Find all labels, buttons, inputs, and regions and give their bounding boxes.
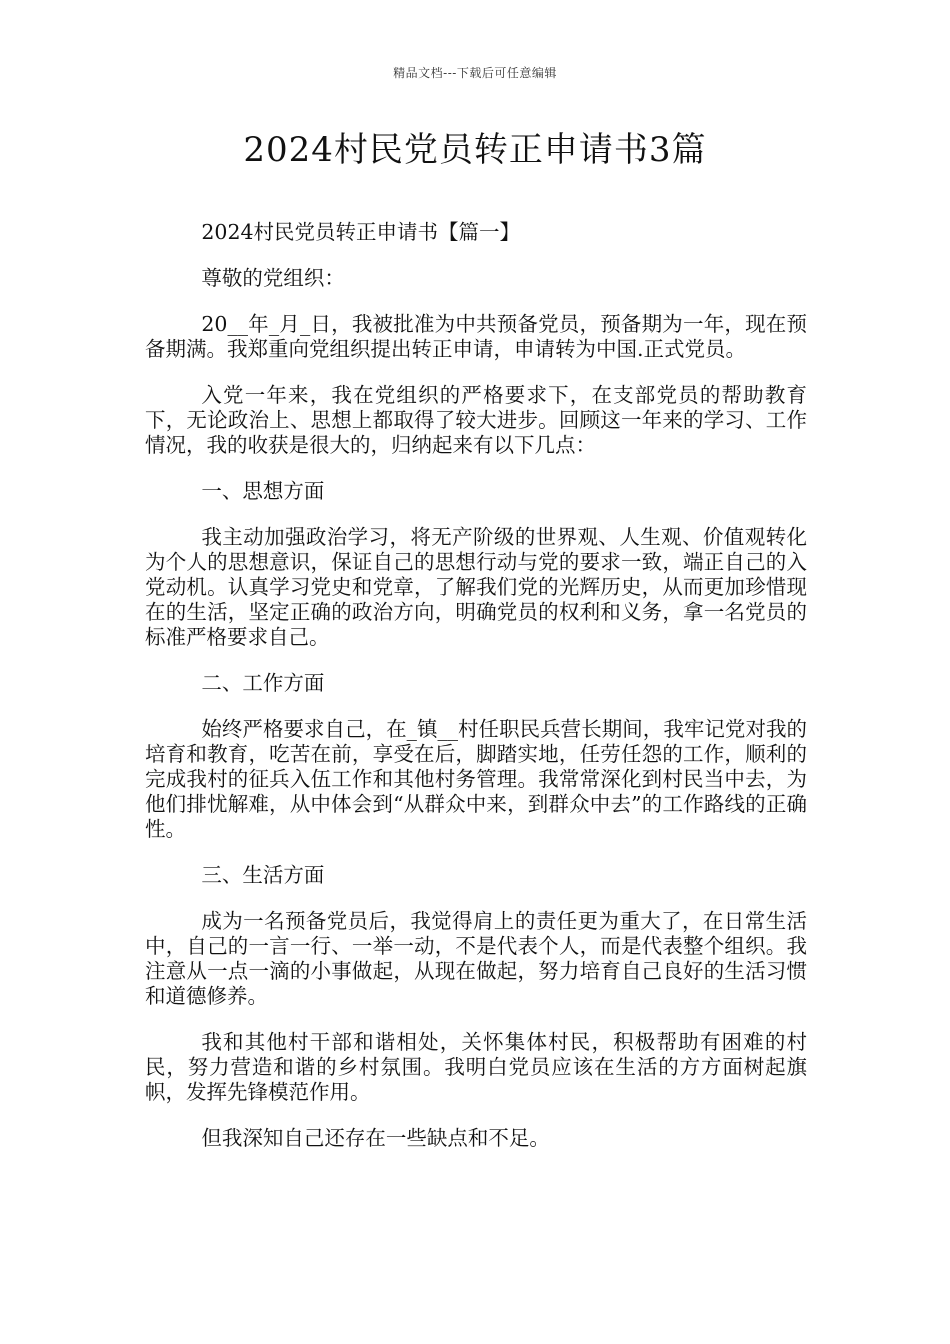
body-paragraph: 始终严格要求自己，在_镇__村任职民兵营长期间，我牢记党对我的培育和教育，吃苦在前，享受在后，脚踏实地，任劳任怨的工作，顺利的完成我村的征兵入伍工作和其他村务管理。我常常深化到村民当中去，为他们排忧解难，从中体会到“从群众中来，到群众中去”的工作路线的正确性。 [145, 717, 807, 841]
salutation: 尊敬的党组织： [201, 266, 345, 290]
document-title: 2024村民党员转正申请书3篇 [243, 130, 707, 170]
body-paragraph: 我主动加强政治学习，将无产阶级的世界观、人生观、价值观转化为个人的思想意识，保证自己的思想行动与党的要求一致，端正自己的入党动机。认真学习党史和党章，了解我们党的光辉历史，从而更加珍惜现在的生活，坚定正确的政治方向，明确党员的权利和义务，拿一名党员的标准严格要求自己。 [145, 525, 807, 649]
document-body [145, 220, 807, 1172]
page-header-note: 精品文档---下载后可任意编辑 [393, 66, 557, 80]
section-heading-work: 二、工作方面 [201, 671, 325, 695]
body-paragraph: 20__年_月_日，我被批准为中共预备党员，预备期为一年，现在预备期满。我郑重向党组织提出转正申请，申请转为中国.正式党员。 [145, 312, 807, 361]
body-paragraph: 入党一年来，我在党组织的严格要求下，在支部党员的帮助教育下，无论政治上、思想上都取得了较大进步。回顾这一年来的学习、工作情况，我的收获是很大的，归纳起来有以下几点： [145, 383, 807, 457]
section-subtitle: 2024村民党员转正申请书【篇一】 [201, 220, 521, 244]
section-heading-life: 三、生活方面 [201, 863, 325, 887]
section-heading-thought: 一、思想方面 [201, 479, 325, 503]
body-paragraph: 但我深知自己还存在一些缺点和不足。 [201, 1126, 550, 1150]
body-paragraph: 我和其他村干部和谐相处，关怀集体村民，积极帮助有困难的村民，努力营造和谐的乡村氛围。我明白党员应该在生活的方方面树起旗帜，发挥先锋模范作用。 [145, 1030, 807, 1104]
body-paragraph: 成为一名预备党员后，我觉得肩上的责任更为重大了，在日常生活中，自己的一言一行、一举一动，不是代表个人，而是代表整个组织。我注意从一点一滴的小事做起，从现在做起，努力培育自己良好的生活习惯和道德修养。 [145, 909, 807, 1008]
